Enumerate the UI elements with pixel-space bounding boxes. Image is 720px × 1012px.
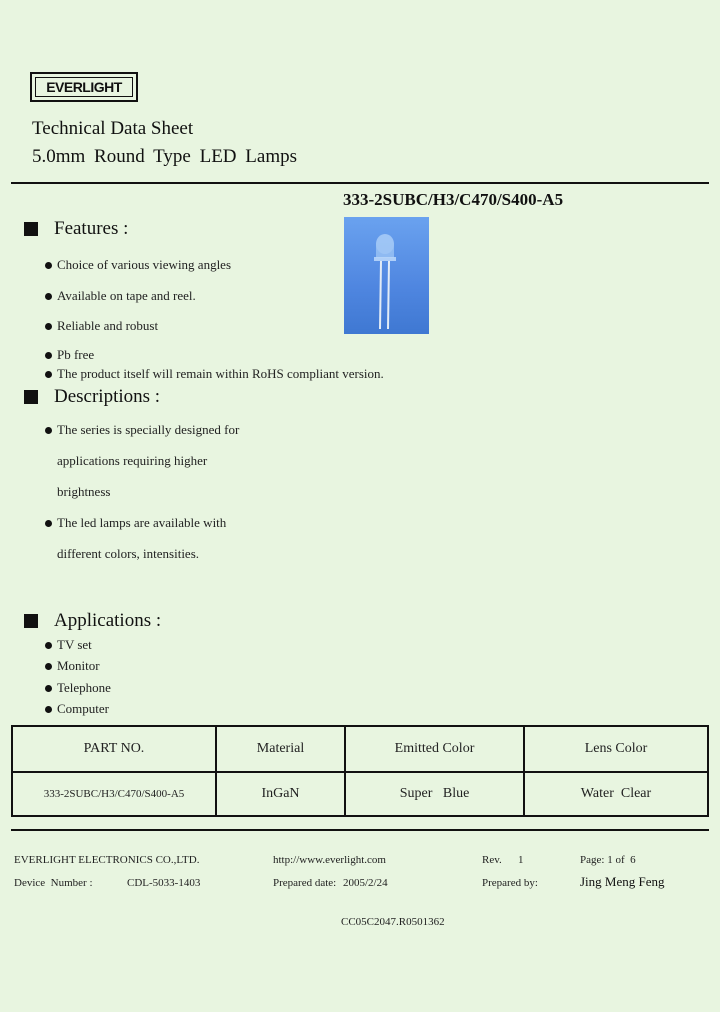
device-number-value: CDL-5033-1403 <box>127 877 201 889</box>
list-item: Pb free <box>45 347 94 363</box>
table-cell: Water Clear <box>524 772 708 816</box>
bullet-icon <box>45 371 52 378</box>
list-item-continuation: different colors, intensities. <box>57 546 200 561</box>
square-bullet-icon <box>24 222 38 236</box>
prepared-date-value: 2005/2/24 <box>343 877 388 889</box>
table-header-cell: Emitted Color <box>345 726 524 772</box>
led-product-photo <box>344 217 429 334</box>
bullet-icon <box>45 323 52 330</box>
table-header-cell: Material <box>216 726 345 772</box>
device-number-label: Device Number : <box>14 877 93 889</box>
applications-heading: Applications : <box>54 610 162 631</box>
document-code: CC05C2047.R0501362 <box>341 916 445 928</box>
header-divider <box>11 182 709 184</box>
applications-section-heading <box>24 610 161 632</box>
table-header-cell: PART NO. <box>12 726 216 772</box>
rev-value: 1 <box>518 854 524 866</box>
list-item: Monitor <box>45 658 100 674</box>
list-item-continuation: applications requiring higher <box>57 453 208 468</box>
list-item: The product itself will remain within RoHS compliant version. <box>45 366 384 382</box>
list-item: The led lamps are available with <box>45 515 226 531</box>
prepared-by-label: Prepared by: <box>482 877 538 889</box>
prepared-by-value: Jing Meng Feng <box>580 874 665 889</box>
website-link[interactable]: http://www.everlight.com <box>273 854 386 866</box>
part-number: 333-2SUBC/H3/C470/S400-A5 <box>343 190 564 209</box>
part-spec-table <box>11 725 709 817</box>
table-cell: InGaN <box>216 772 345 816</box>
square-bullet-icon <box>24 614 38 628</box>
features-heading: Features : <box>54 218 129 239</box>
list-item: Choice of various viewing angles <box>45 257 231 273</box>
doc-title: Technical Data Sheet <box>32 118 194 139</box>
logo-text: EVERLIGHT <box>35 77 133 97</box>
bullet-icon <box>45 520 52 527</box>
descriptions-heading: Descriptions : <box>54 386 161 407</box>
bullet-icon <box>45 352 52 359</box>
list-item: Telephone <box>45 680 111 696</box>
table-row <box>12 772 708 816</box>
table-cell: Super Blue <box>345 772 524 816</box>
bullet-icon <box>45 642 52 649</box>
doc-subtitle: 5.0mm Round Type LED Lamps <box>32 146 297 167</box>
list-item: TV set <box>45 637 92 653</box>
features-section-heading <box>24 218 128 240</box>
bullet-icon <box>45 706 52 713</box>
list-item: The series is specially designed for <box>45 422 239 438</box>
list-item: Computer <box>45 701 109 717</box>
rev-label: Rev. <box>482 854 502 866</box>
table-header-row <box>12 726 708 772</box>
list-item: Reliable and robust <box>45 318 158 334</box>
company-name: EVERLIGHT ELECTRONICS CO.,LTD. <box>14 854 200 866</box>
bullet-icon <box>45 663 52 670</box>
descriptions-section-heading <box>24 386 160 408</box>
bullet-icon <box>45 293 52 300</box>
everlight-logo <box>30 72 138 102</box>
list-item: Available on tape and reel. <box>45 288 196 304</box>
list-item-continuation: brightness <box>57 484 111 499</box>
square-bullet-icon <box>24 390 38 404</box>
table-header-cell: Lens Color <box>524 726 708 772</box>
led-lamp-image <box>344 217 429 334</box>
table-cell: 333-2SUBC/H3/C470/S400-A5 <box>12 772 216 816</box>
bullet-icon <box>45 427 52 434</box>
footer-divider <box>11 829 709 831</box>
bullet-icon <box>45 685 52 692</box>
bullet-icon <box>45 262 52 269</box>
page-info: Page: 1 of 6 <box>580 854 636 866</box>
prepared-date-label: Prepared date: <box>273 877 337 889</box>
